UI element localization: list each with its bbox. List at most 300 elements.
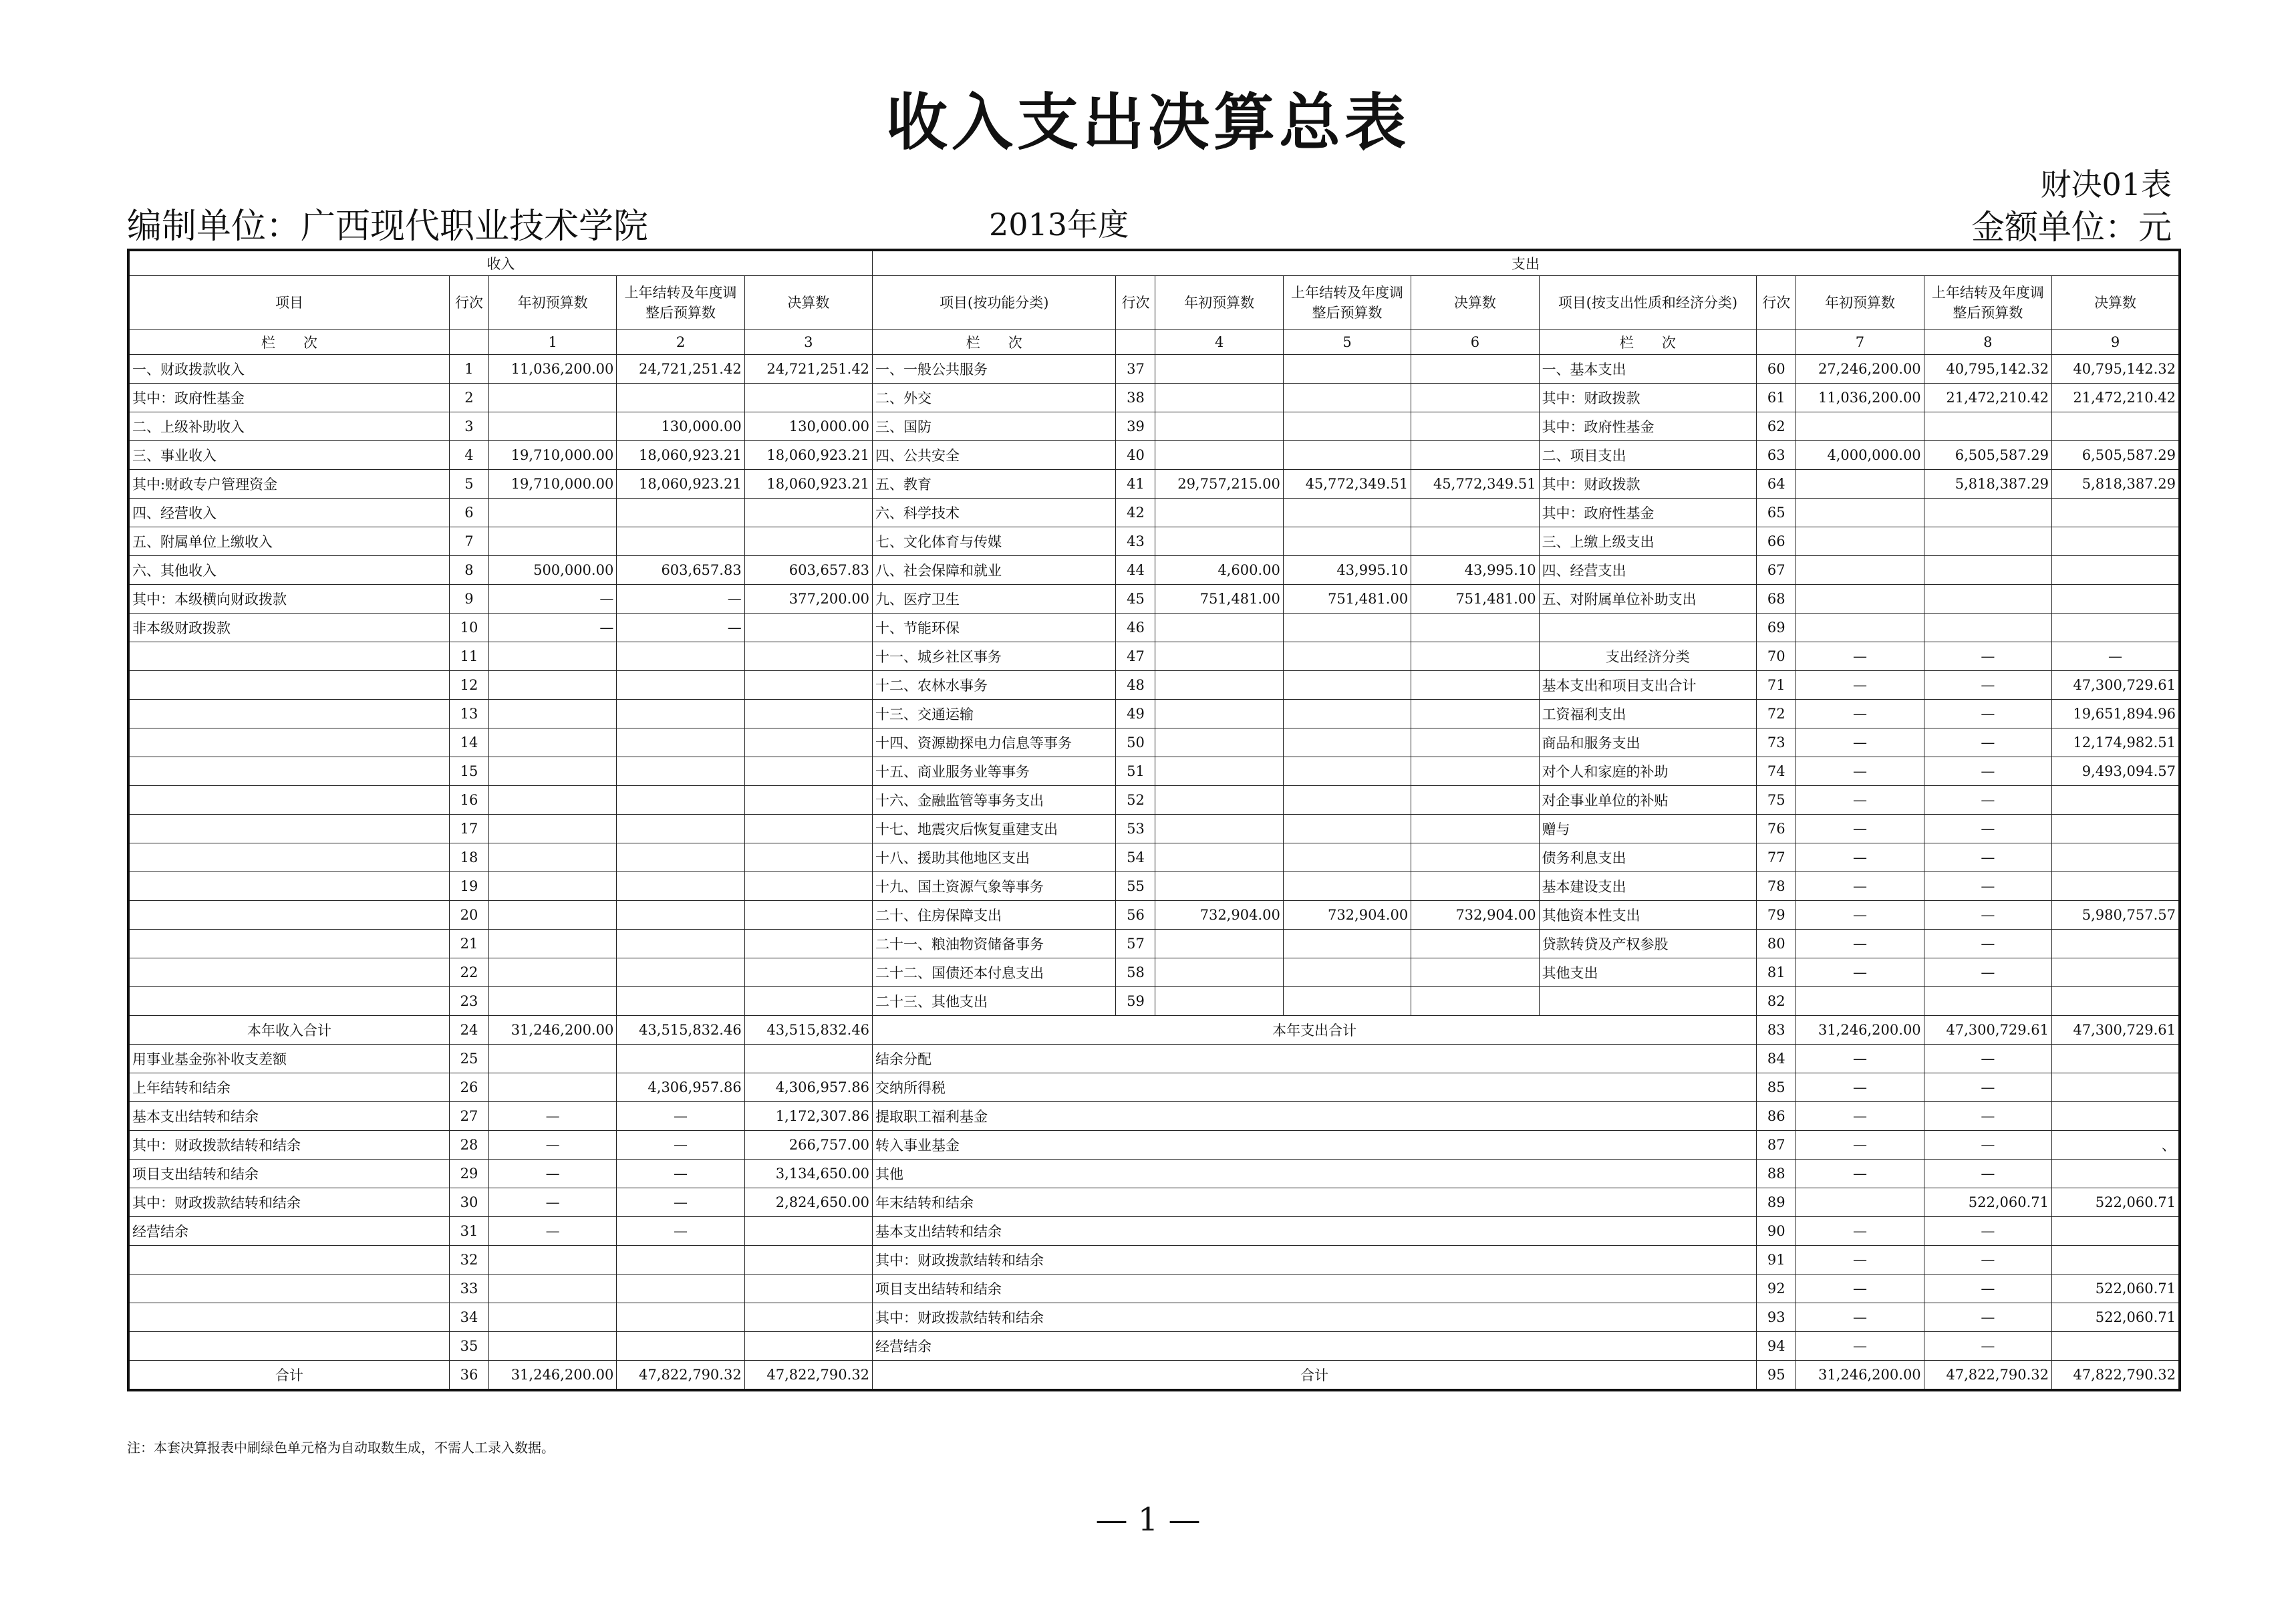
econ-item: [1539, 987, 1757, 1016]
line-number: 1: [449, 355, 488, 384]
income-item: 经营结余: [128, 1217, 449, 1246]
econ-final: 5,818,387.29: [2052, 470, 2180, 499]
econ-item: 三、上缴上级支出: [1539, 527, 1757, 556]
income-item: [128, 1274, 449, 1303]
income-final: 377,200.00: [744, 585, 872, 614]
func-budget: [1155, 412, 1283, 441]
line-number: 62: [1757, 412, 1796, 441]
col-number: 3: [744, 330, 872, 355]
func-item: 十七、地震灾后恢复重建支出: [873, 815, 1116, 843]
income-item: 二、上级补助收入: [128, 412, 449, 441]
line-number: 74: [1757, 757, 1796, 786]
line-number: 50: [1116, 728, 1155, 757]
func-adjusted: [1283, 843, 1411, 872]
line-number: 89: [1757, 1188, 1796, 1217]
line-number: 21: [449, 930, 488, 958]
col-adjusted: 上年结转及年度调整后预算数: [1283, 276, 1411, 330]
econ-final: [2052, 585, 2180, 614]
line-number: 36: [449, 1361, 488, 1391]
income-item: [128, 728, 449, 757]
expense-final: 47,300,729.61: [2052, 1016, 2180, 1045]
table-row: [128, 642, 2180, 671]
income-final: 24,721,251.42: [744, 355, 872, 384]
line-number: 54: [1116, 843, 1155, 872]
income-item: 非本级财政拨款: [128, 614, 449, 642]
income-adjusted: 18,060,923.21: [617, 470, 744, 499]
table-row: [128, 355, 2180, 384]
income-item: [128, 901, 449, 930]
table-row: [128, 1332, 2180, 1361]
income-budget: [488, 642, 616, 671]
income-adjusted: [617, 958, 744, 987]
func-adjusted: [1283, 757, 1411, 786]
income-budget: 19,710,000.00: [488, 470, 616, 499]
income-final: [744, 1303, 872, 1332]
func-budget: 751,481.00: [1155, 585, 1283, 614]
econ-final: 40,795,142.32: [2052, 355, 2180, 384]
line-number: 29: [449, 1160, 488, 1188]
line-number: 10: [449, 614, 488, 642]
line-number: 72: [1757, 700, 1796, 728]
footnote: 注：本套决算报表中刷绿色单元格为自动取数生成，不需人工录入数据。: [127, 1440, 555, 1456]
func-adjusted: [1283, 527, 1411, 556]
line-number: 56: [1116, 901, 1155, 930]
income-adjusted: [617, 901, 744, 930]
line-number: 90: [1757, 1217, 1796, 1246]
col-number: 9: [2052, 330, 2180, 355]
func-final: 751,481.00: [1411, 585, 1539, 614]
income-final: 266,757.00: [744, 1131, 872, 1160]
econ-item: 赠与: [1539, 815, 1757, 843]
line-number: 73: [1757, 728, 1796, 757]
expense-summary-item: 其中：财政拨款结转和结余: [873, 1246, 1757, 1274]
expense-summary-item: 转入事业基金: [873, 1131, 1757, 1160]
income-adjusted: [617, 786, 744, 815]
econ-budget: —: [1796, 728, 1924, 757]
line-number: 83: [1757, 1016, 1796, 1045]
line-number: 12: [449, 671, 488, 700]
func-adjusted: 43,995.10: [1283, 556, 1411, 585]
income-final: 4,306,957.86: [744, 1073, 872, 1102]
func-final: [1411, 527, 1539, 556]
income-item: [128, 757, 449, 786]
func-item: 八、社会保障和就业: [873, 556, 1116, 585]
currency-unit: 金额单位：元: [1971, 208, 2172, 247]
func-item: 一、一般公共服务: [873, 355, 1116, 384]
func-adjusted: [1283, 642, 1411, 671]
func-final: [1411, 757, 1539, 786]
table-row: [128, 987, 2180, 1016]
line-number: 91: [1757, 1246, 1796, 1274]
func-item: 十一、城乡社区事务: [873, 642, 1116, 671]
income-item: 合计: [128, 1361, 449, 1391]
income-final: 1,172,307.86: [744, 1102, 872, 1131]
table-row: [128, 527, 2180, 556]
econ-adjusted: [1924, 987, 2051, 1016]
expense-budget: —: [1796, 1073, 1924, 1102]
econ-final: [2052, 987, 2180, 1016]
line-number: 58: [1116, 958, 1155, 987]
line-number: 78: [1757, 872, 1796, 901]
income-budget: [488, 700, 616, 728]
income-item: [128, 642, 449, 671]
func-budget: [1155, 384, 1283, 412]
func-final: 732,904.00: [1411, 901, 1539, 930]
income-item: [128, 700, 449, 728]
func-adjusted: [1283, 441, 1411, 470]
table-row: [128, 499, 2180, 527]
econ-adjusted: —: [1924, 815, 2051, 843]
income-budget: [488, 1303, 616, 1332]
line-number: 69: [1757, 614, 1796, 642]
line-number: 42: [1116, 499, 1155, 527]
income-budget: [488, 1045, 616, 1073]
func-adjusted: [1283, 412, 1411, 441]
econ-budget: —: [1796, 700, 1924, 728]
econ-item: 基本支出和项目支出合计: [1539, 671, 1757, 700]
income-expense-table: [127, 249, 2181, 1391]
line-number: 94: [1757, 1332, 1796, 1361]
income-item: 其中：本级横向财政拨款: [128, 585, 449, 614]
income-item: 用事业基金弥补收支差额: [128, 1045, 449, 1073]
line-number: 17: [449, 815, 488, 843]
table-row: [128, 1188, 2180, 1217]
expense-final: [2052, 1246, 2180, 1274]
econ-item: 债务利息支出: [1539, 843, 1757, 872]
income-budget: —: [488, 1131, 616, 1160]
table-row: [128, 757, 2180, 786]
income-budget: [488, 384, 616, 412]
col-number: 6: [1411, 330, 1539, 355]
expense-final: [2052, 1073, 2180, 1102]
income-budget: [488, 1073, 616, 1102]
func-budget: [1155, 958, 1283, 987]
income-final: [744, 987, 872, 1016]
income-adjusted: 47,822,790.32: [617, 1361, 744, 1391]
income-item: [128, 987, 449, 1016]
expense-final: [2052, 1102, 2180, 1131]
econ-item: 五、对附属单位补助支出: [1539, 585, 1757, 614]
expense-adjusted: —: [1924, 1073, 2051, 1102]
col-econ-item: 项目(按支出性质和经济分类): [1539, 276, 1757, 330]
income-final: [744, 642, 872, 671]
func-item: 十三、交通运输: [873, 700, 1116, 728]
func-budget: [1155, 786, 1283, 815]
econ-adjusted: 6,505,587.29: [1924, 441, 2051, 470]
income-budget: [488, 815, 616, 843]
col-budget: 年初预算数: [1796, 276, 1924, 330]
expense-summary-item: 合计: [873, 1361, 1757, 1391]
income-adjusted: [617, 728, 744, 757]
line-number: 76: [1757, 815, 1796, 843]
income-item: [128, 786, 449, 815]
econ-budget: —: [1796, 642, 1924, 671]
line-number: 5: [449, 470, 488, 499]
line-number: 39: [1116, 412, 1155, 441]
table-row: [128, 614, 2180, 642]
income-final: [744, 728, 872, 757]
table-row: [128, 1045, 2180, 1073]
line-number: 13: [449, 700, 488, 728]
line-number: 31: [449, 1217, 488, 1246]
income-item: 五、附属单位上缴收入: [128, 527, 449, 556]
income-header: 收入: [128, 250, 873, 276]
econ-adjusted: —: [1924, 700, 2051, 728]
line-number: 65: [1757, 499, 1796, 527]
table-row: [128, 412, 2180, 441]
income-budget: [488, 671, 616, 700]
econ-budget: [1796, 987, 1924, 1016]
income-budget: [488, 1246, 616, 1274]
func-budget: [1155, 815, 1283, 843]
func-final: [1411, 671, 1539, 700]
line-number: 53: [1116, 815, 1155, 843]
income-adjusted: [617, 671, 744, 700]
func-final: [1411, 614, 1539, 642]
expense-summary-item: 年末结转和结余: [873, 1188, 1757, 1217]
expense-adjusted: —: [1924, 1045, 2051, 1073]
econ-final: [2052, 556, 2180, 585]
expense-final: [2052, 1045, 2180, 1073]
func-budget: [1155, 671, 1283, 700]
econ-final: 6,505,587.29: [2052, 441, 2180, 470]
econ-adjusted: —: [1924, 642, 2051, 671]
econ-final: [2052, 958, 2180, 987]
func-budget: [1155, 355, 1283, 384]
table-row: [128, 815, 2180, 843]
col-line: 行次: [1116, 276, 1155, 330]
econ-final: 12,174,982.51: [2052, 728, 2180, 757]
table-row: [128, 958, 2180, 987]
func-final: [1411, 786, 1539, 815]
func-final: 45,772,349.51: [1411, 470, 1539, 499]
econ-adjusted: —: [1924, 728, 2051, 757]
line-number: 52: [1116, 786, 1155, 815]
line-number: 8: [449, 556, 488, 585]
func-final: [1411, 843, 1539, 872]
expense-final: [2052, 1217, 2180, 1246]
table-row: [128, 384, 2180, 412]
func-adjusted: [1283, 384, 1411, 412]
econ-item: 商品和服务支出: [1539, 728, 1757, 757]
income-final: [744, 843, 872, 872]
table-row: [128, 671, 2180, 700]
line-number: 80: [1757, 930, 1796, 958]
func-adjusted: 45,772,349.51: [1283, 470, 1411, 499]
line-number: 18: [449, 843, 488, 872]
line-number: 2: [449, 384, 488, 412]
col-budget: 年初预算数: [1155, 276, 1283, 330]
func-budget: [1155, 642, 1283, 671]
col-budget: 年初预算数: [488, 276, 616, 330]
income-item: 其中：财政拨款结转和结余: [128, 1131, 449, 1160]
line-number: 68: [1757, 585, 1796, 614]
line-number: 86: [1757, 1102, 1796, 1131]
func-adjusted: [1283, 614, 1411, 642]
econ-adjusted: 5,818,387.29: [1924, 470, 2051, 499]
income-adjusted: [617, 1045, 744, 1073]
econ-budget: [1796, 412, 1924, 441]
expense-budget: 31,246,200.00: [1796, 1016, 1924, 1045]
econ-budget: —: [1796, 958, 1924, 987]
table-row: [128, 1102, 2180, 1131]
income-budget: —: [488, 614, 616, 642]
income-final: [744, 901, 872, 930]
line-number: 93: [1757, 1303, 1796, 1332]
expense-summary-item: 提取职工福利基金: [873, 1102, 1757, 1131]
line-number: 41: [1116, 470, 1155, 499]
income-adjusted: 24,721,251.42: [617, 355, 744, 384]
func-item: 十、节能环保: [873, 614, 1116, 642]
econ-budget: [1796, 614, 1924, 642]
table-row: [128, 1131, 2180, 1160]
line-number: 87: [1757, 1131, 1796, 1160]
econ-final: —: [2052, 642, 2180, 671]
col-adjusted: 上年结转及年度调整后预算数: [617, 276, 744, 330]
income-final: [744, 1274, 872, 1303]
line-number: 82: [1757, 987, 1796, 1016]
income-item: 六、其他收入: [128, 556, 449, 585]
income-budget: [488, 527, 616, 556]
income-final: [744, 757, 872, 786]
econ-item: 其中：财政拨款: [1539, 384, 1757, 412]
func-adjusted: [1283, 958, 1411, 987]
expense-final: 、: [2052, 1131, 2180, 1160]
econ-item: 其中：政府性基金: [1539, 499, 1757, 527]
line-number: 79: [1757, 901, 1796, 930]
econ-budget: —: [1796, 757, 1924, 786]
expense-adjusted: 47,300,729.61: [1924, 1016, 2051, 1045]
expense-final: [2052, 1160, 2180, 1188]
income-budget: [488, 958, 616, 987]
line-number: 40: [1116, 441, 1155, 470]
expense-budget: —: [1796, 1045, 1924, 1073]
func-final: 43,995.10: [1411, 556, 1539, 585]
expense-budget: 31,246,200.00: [1796, 1361, 1924, 1391]
func-adjusted: [1283, 872, 1411, 901]
expense-final: 47,822,790.32: [2052, 1361, 2180, 1391]
table-row: [128, 470, 2180, 499]
line-number: 64: [1757, 470, 1796, 499]
income-budget: —: [488, 1188, 616, 1217]
line-number: 43: [1116, 527, 1155, 556]
expense-summary-item: 结余分配: [873, 1045, 1757, 1073]
econ-final: 19,651,894.96: [2052, 700, 2180, 728]
line-number: 46: [1116, 614, 1155, 642]
line-number: 38: [1116, 384, 1155, 412]
line-number: 88: [1757, 1160, 1796, 1188]
income-budget: [488, 901, 616, 930]
income-item: 项目支出结转和结余: [128, 1160, 449, 1188]
fiscal-year: 2013年度: [989, 207, 1129, 243]
func-item: 二、外交: [873, 384, 1116, 412]
income-budget: [488, 872, 616, 901]
econ-adjusted: —: [1924, 843, 2051, 872]
expense-budget: [1796, 1188, 1924, 1217]
func-item: 二十一、粮油物资储备事务: [873, 930, 1116, 958]
income-final: [744, 1217, 872, 1246]
econ-adjusted: [1924, 556, 2051, 585]
func-final: [1411, 815, 1539, 843]
income-budget: [488, 930, 616, 958]
func-budget: [1155, 728, 1283, 757]
func-item: 十八、援助其他地区支出: [873, 843, 1116, 872]
income-item: 其中:财政专户管理资金: [128, 470, 449, 499]
func-adjusted: [1283, 728, 1411, 757]
income-adjusted: 4,306,957.86: [617, 1073, 744, 1102]
econ-budget: —: [1796, 930, 1924, 958]
col-line: 行次: [449, 276, 488, 330]
econ-item: 其他资本性支出: [1539, 901, 1757, 930]
expense-budget: —: [1796, 1217, 1924, 1246]
table-row: [128, 1016, 2180, 1045]
income-item: [128, 958, 449, 987]
func-adjusted: [1283, 815, 1411, 843]
expense-summary-item: 其中：财政拨款结转和结余: [873, 1303, 1757, 1332]
func-budget: [1155, 700, 1283, 728]
income-item: [128, 872, 449, 901]
income-budget: 11,036,200.00: [488, 355, 616, 384]
income-final: [744, 815, 872, 843]
econ-final: [2052, 872, 2180, 901]
income-adjusted: [617, 1332, 744, 1361]
income-adjusted: [617, 1303, 744, 1332]
expense-adjusted: —: [1924, 1274, 2051, 1303]
func-final: [1411, 441, 1539, 470]
income-final: [744, 384, 872, 412]
line-number: 9: [449, 585, 488, 614]
table-row: [128, 728, 2180, 757]
econ-budget: —: [1796, 843, 1924, 872]
income-final: [744, 499, 872, 527]
econ-final: [2052, 614, 2180, 642]
func-item: 七、文化体育与传媒: [873, 527, 1116, 556]
income-budget: —: [488, 1102, 616, 1131]
econ-budget: —: [1796, 671, 1924, 700]
line-number: 37: [1116, 355, 1155, 384]
income-item: [128, 843, 449, 872]
page-number: — 1 —: [1095, 1501, 1201, 1538]
func-adjusted: [1283, 499, 1411, 527]
econ-budget: 11,036,200.00: [1796, 384, 1924, 412]
table-row: [128, 556, 2180, 585]
income-adjusted: —: [617, 1160, 744, 1188]
expense-budget: —: [1796, 1274, 1924, 1303]
econ-adjusted: —: [1924, 786, 2051, 815]
income-adjusted: —: [617, 1131, 744, 1160]
expense-adjusted: —: [1924, 1246, 2051, 1274]
line-number: 85: [1757, 1073, 1796, 1102]
line-number: 81: [1757, 958, 1796, 987]
income-final: [744, 614, 872, 642]
line-number: 3: [449, 412, 488, 441]
func-final: [1411, 412, 1539, 441]
func-budget: [1155, 499, 1283, 527]
col-number: 5: [1283, 330, 1411, 355]
econ-budget: 4,000,000.00: [1796, 441, 1924, 470]
income-adjusted: —: [617, 1102, 744, 1131]
income-adjusted: —: [617, 1217, 744, 1246]
econ-adjusted: [1924, 585, 2051, 614]
line-number: 48: [1116, 671, 1155, 700]
col-label: 栏 次: [1539, 330, 1757, 355]
func-final: [1411, 700, 1539, 728]
econ-adjusted: —: [1924, 757, 2051, 786]
expense-adjusted: 47,822,790.32: [1924, 1361, 2051, 1391]
expense-budget: —: [1796, 1160, 1924, 1188]
col-number: 4: [1155, 330, 1283, 355]
expense-budget: —: [1796, 1246, 1924, 1274]
